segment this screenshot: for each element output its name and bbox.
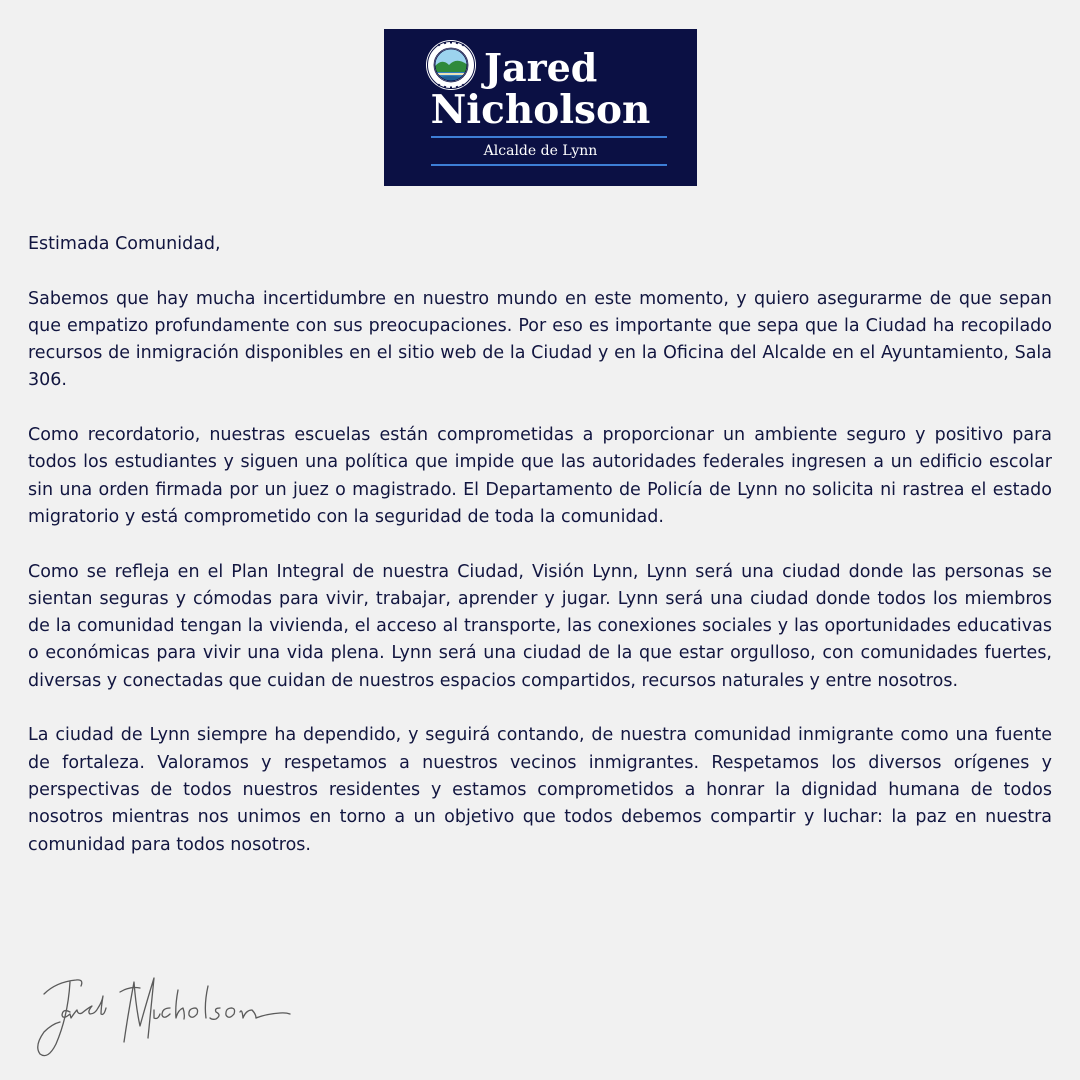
letter-paragraph: Sabemos que hay mucha incertidumbre en nuestro mundo en este momento, y quiero asegurarme de que sepan que empatizo profundamente con sus preocupaciones. Por eso es importante que sepa que la Ciudad ha recopilado recursos de inmigración disponibles en el sitio web de la Ciudad y en la Oficina del Alcalde en el Ayuntamiento, Sala 306. bbox=[28, 288, 1052, 391]
handwritten-signature bbox=[30, 968, 292, 1063]
letter-paragraph: La ciudad de Lynn siempre ha dependido, y seguirá contando, de nuestra comunidad inmigrante como una fuente de fortaleza. Valoramos y respetamos a nuestros vecinos inmigrantes. Respetamos los diversos orígenes y perspectivas de todos nuestros residentes y estamos comprometidos a honrar la dignidad humana de todos nosotros mientras nos unimos en torno a un objetivo que todos debemos compartir y luchar: la paz en nuestra comunidad para todos nosotros. bbox=[28, 725, 1052, 855]
logo-first-name: Jared bbox=[484, 45, 598, 90]
logo-divider-top bbox=[431, 136, 667, 138]
logo-subtitle: Alcalde de Lynn bbox=[483, 143, 598, 159]
letter-body bbox=[28, 231, 1052, 886]
letter-salutation: Estimada Comunidad, bbox=[28, 234, 221, 254]
letter-paragraph: Como recordatorio, nuestras escuelas están comprometidas a proporcionar un ambiente seguro y positivo para todos los estudiantes y siguen una política que impide que las autoridades federales ingresen a un edificio escolar sin una orden firmada por un juez o magistrado. El Departamento de Policía de Lynn no solicita ni rastrea el estado migratorio y está comprometido con la seguridad de toda la comunidad. bbox=[28, 425, 1052, 527]
logo-divider-bottom bbox=[431, 164, 667, 166]
city-seal-icon bbox=[425, 39, 477, 91]
logo-last-name: Nicholson bbox=[430, 87, 651, 133]
letter-paragraph: Como se refleja en el Plan Integral de nuestra Ciudad, Visión Lynn, Lynn será una ciudad donde las personas se sientan seguras y cómodas para vivir, trabajar, aprender y jugar. Lynn será una ciudad donde todos los miembros de la comunidad tengan la vivienda, el acceso al transporte, las conexiones sociales y las oportunidades educativas o económicas para vivir una vida plena. Lynn será una ciudad de la que estar orgulloso, con comunidades fuertes, diversas y conectadas que cuidan de nuestros espacios compartidos, recursos naturales y entre nosotros. bbox=[28, 561, 1052, 691]
